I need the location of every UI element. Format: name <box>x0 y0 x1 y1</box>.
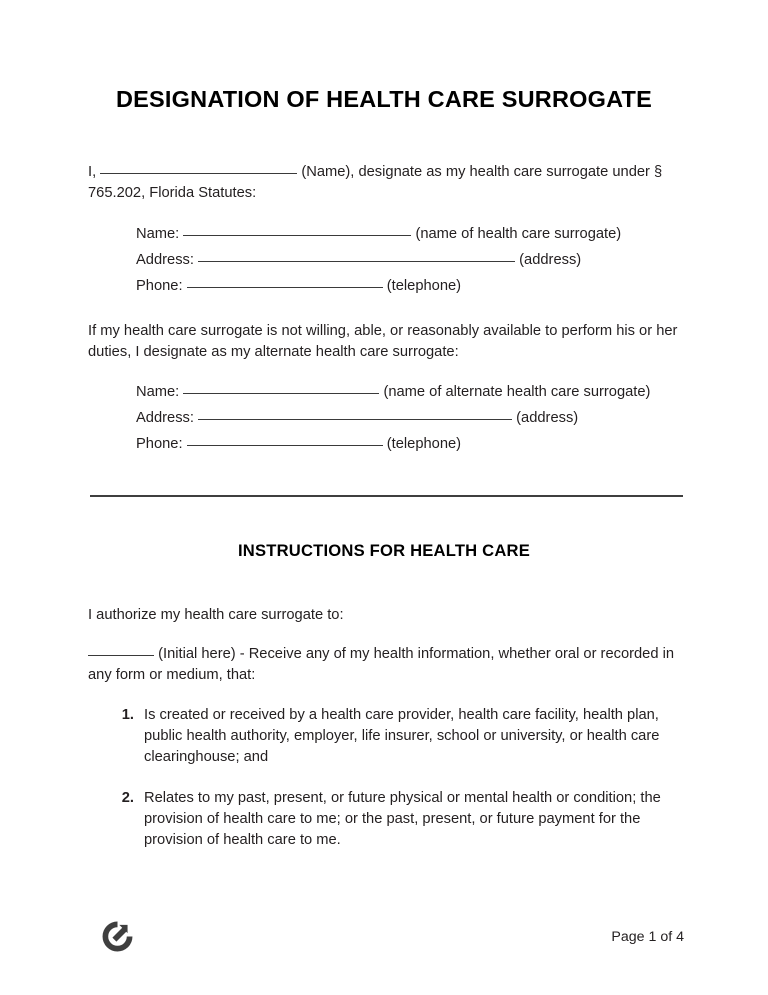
primary-name-blank[interactable] <box>183 235 411 236</box>
primary-name-row <box>136 222 696 248</box>
primary-surrogate-fields <box>136 222 696 300</box>
primary-address-label: Address: <box>136 252 194 268</box>
intro-paragraph <box>88 162 684 204</box>
alternate-surrogate-fields <box>136 380 696 458</box>
primary-phone-blank[interactable] <box>187 287 383 288</box>
list-item <box>110 788 684 852</box>
alternate-name-hint: (name of alternate health care surrogate) <box>383 384 651 400</box>
authorize-line: I authorize my health care surrogate to: <box>88 607 344 623</box>
alternate-address-label: Address: <box>136 410 194 426</box>
list-item-marker: 2. <box>121 789 134 806</box>
alternate-phone-hint: (telephone) <box>386 436 462 452</box>
primary-name-label: Name: <box>136 226 180 242</box>
alternate-address-blank[interactable] <box>198 419 512 420</box>
alternate-name-row <box>136 380 696 406</box>
primary-address-row <box>136 248 696 274</box>
alternate-intro-paragraph: If my health care surrogate is not willing, able, or reasonably available to perform his or her duties, I designate as my alternate health care surrogate: <box>88 323 678 360</box>
circular-arrow-logo-icon <box>101 920 134 953</box>
alternate-address-hint: (address) <box>516 410 579 426</box>
initial-paragraph <box>88 644 684 686</box>
authorization-list <box>110 705 684 870</box>
page-number: Page 1 of 4 <box>611 929 684 945</box>
initial-blank[interactable] <box>88 655 154 656</box>
intro-name-blank[interactable] <box>100 173 297 174</box>
list-item-text: Relates to my past, present, or future physical or mental health or condition; the provision of health care to me; or the past, present, or future payment for the provision of health care to me. <box>144 789 661 848</box>
alternate-phone-label: Phone: <box>136 436 183 452</box>
primary-address-blank[interactable] <box>198 261 515 262</box>
alternate-phone-row <box>136 432 696 458</box>
page-title: DESIGNATION OF HEALTH CARE SURROGATE <box>116 86 652 112</box>
section-heading: INSTRUCTIONS FOR HEALTH CARE <box>238 541 530 560</box>
alternate-address-row <box>136 406 696 432</box>
primary-address-hint: (address) <box>519 252 582 268</box>
list-item <box>110 705 684 769</box>
alternate-name-blank[interactable] <box>183 393 379 394</box>
alternate-phone-blank[interactable] <box>187 445 383 446</box>
intro-prefix: I, <box>88 164 101 180</box>
intro-suffix: (Name), designate as my health care surrogate under § 765.202, Florida Statutes: <box>88 164 663 201</box>
alternate-name-label: Name: <box>136 384 180 400</box>
primary-phone-label: Phone: <box>136 278 183 294</box>
primary-phone-row <box>136 274 696 300</box>
list-item-text: Is created or received by a health care provider, health care facility, health plan, public health authority, employer, life insurer, school or university, or health care clearinghouse; and <box>144 707 660 766</box>
primary-phone-hint: (telephone) <box>386 278 462 294</box>
section-divider <box>90 495 683 497</box>
initial-paragraph-text: (Initial here) - Receive any of my health information, whether oral or recorded in any form or medium, that: <box>88 646 675 683</box>
list-item-marker: 1. <box>121 707 134 723</box>
primary-name-hint: (name of health care surrogate) <box>415 226 622 242</box>
